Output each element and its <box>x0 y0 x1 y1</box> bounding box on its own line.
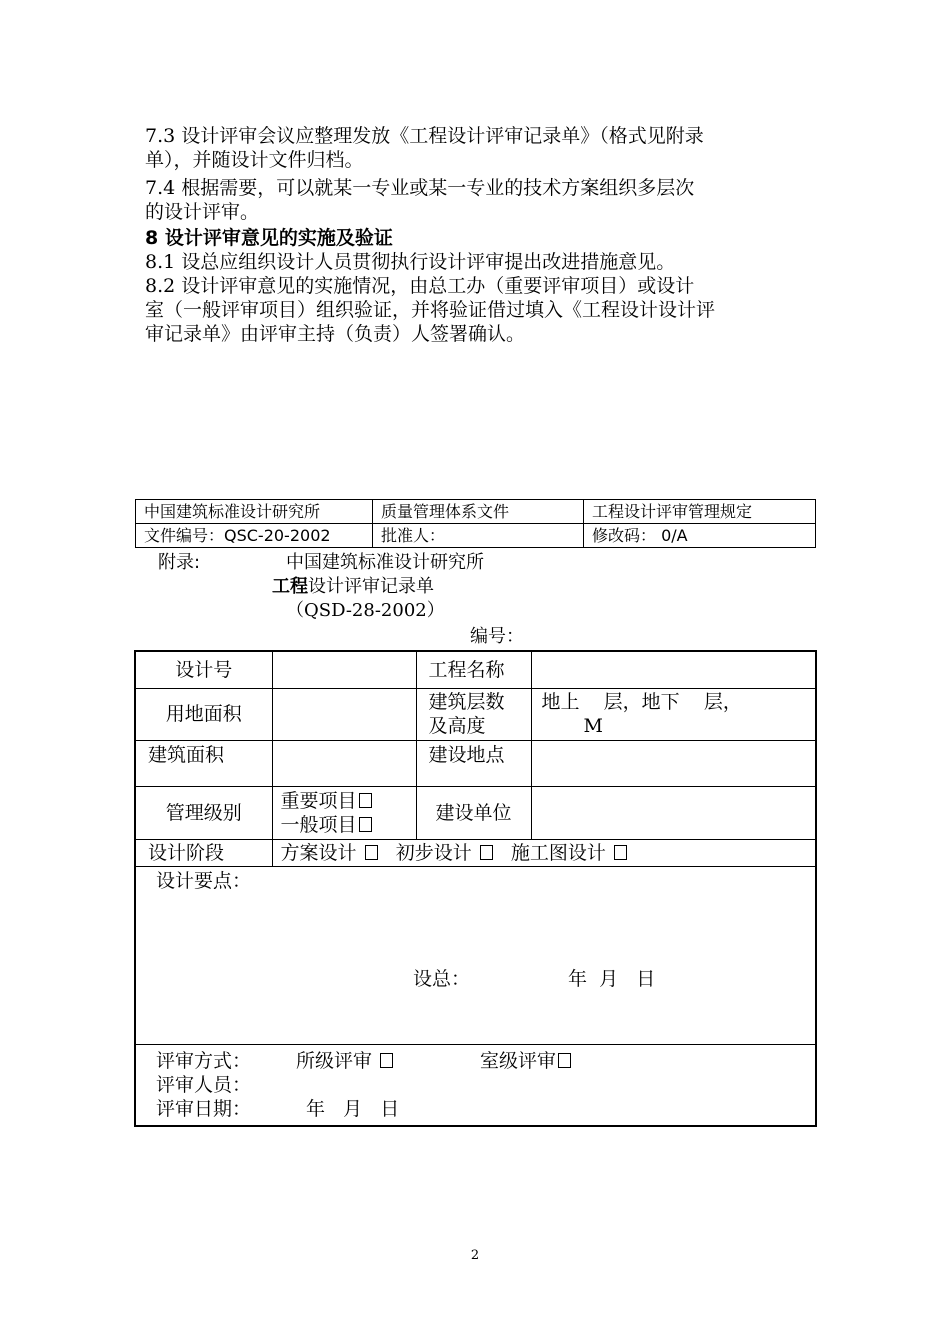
form-code: （QSD-28-2002） <box>286 600 445 621</box>
client-field[interactable] <box>531 786 816 839</box>
header-org: 中国建筑标准设计研究所 <box>136 500 373 524</box>
stage-scheme-checkbox[interactable] <box>365 845 378 860</box>
review-info-cell <box>135 1044 816 1126</box>
project-name-label: 工程名称 <box>416 651 531 688</box>
stage-prelim-checkbox[interactable] <box>480 845 493 860</box>
section-8-heading <box>145 226 815 250</box>
clause-8-2-line1: 8.2 设计评审意见的实施情况，由总工办（重要评审项目）或设计 <box>145 275 695 297</box>
stage-options <box>272 839 816 866</box>
floors-field[interactable] <box>531 688 816 740</box>
stage-scheme-text: 方案设计 <box>280 841 357 864</box>
form-title <box>272 576 434 598</box>
review-office-option[interactable] <box>480 1049 571 1073</box>
review-institute-checkbox[interactable] <box>380 1053 393 1068</box>
floors-value-line1: 地上 层，地下 层， <box>541 691 742 713</box>
floors-label-line2: 及高度 <box>428 715 486 737</box>
level-general-option[interactable] <box>281 813 416 837</box>
clause-7-4-line2: 的设计评审。 <box>145 201 260 223</box>
floors-label-line1: 建筑层数 <box>428 691 505 713</box>
header-doc-no: 文件编号：QSC-20-2002 <box>136 524 373 548</box>
building-area-field[interactable] <box>272 740 416 786</box>
client-label: 建设单位 <box>416 786 531 839</box>
header-system: 质量管理体系文件 <box>373 500 584 524</box>
header-title: 工程设计评审管理规定 <box>584 500 816 524</box>
section-8-title: 8 设计评审意见的实施及验证 <box>145 227 393 249</box>
clause-8-1-text: 8.1 设总应组织设计人员贯彻执行设计评审提出改进措施意见。 <box>145 251 676 273</box>
clause-7-4-line1: 7.4 根据需要，可以就某一专业或某一专业的技术方案组织多层次 <box>145 177 695 199</box>
key-points-label: 设计要点： <box>156 869 252 892</box>
clause-7-3 <box>145 124 815 172</box>
header-approver: 批准人： <box>373 524 584 548</box>
review-office-text: 室级评审 <box>480 1049 557 1072</box>
level-major-text: 重要项目 <box>280 789 357 812</box>
clause-8-2 <box>145 274 815 346</box>
level-major-option[interactable] <box>281 789 416 813</box>
review-institute-option[interactable] <box>296 1049 393 1073</box>
level-general-text: 一般项目 <box>280 813 357 836</box>
design-no-label: 设计号 <box>135 651 272 688</box>
clause-7-3-line2: 单），并随设计文件归档。 <box>145 149 364 171</box>
appendix-org: 中国建筑标准设计研究所 <box>286 552 484 573</box>
key-points-cell[interactable] <box>135 866 816 1044</box>
clause-8-2-line3: 审记录单》由评审主持（负责）人签署确认。 <box>145 323 526 345</box>
stage-label: 设计阶段 <box>135 839 272 866</box>
level-major-checkbox[interactable] <box>359 793 372 808</box>
site-label: 建设地点 <box>416 740 531 786</box>
chief-designer-label: 设总： <box>413 967 471 990</box>
mgmt-level-label: 管理级别 <box>135 786 272 839</box>
review-date-value: 年 月 日 <box>306 1097 400 1120</box>
site-field[interactable] <box>531 740 816 786</box>
appendix-label: 附录: <box>158 552 201 573</box>
form-title-rest: 设计评审记录单 <box>308 576 434 597</box>
clause-8-2-line2: 室（一般评审项目）组织验证，并将验证借过填入《工程设计设计评 <box>145 299 716 321</box>
serial-number-label: 编号： <box>470 626 524 647</box>
design-no-field[interactable] <box>272 651 416 688</box>
clause-7-3-line1: 7.3 设计评审会议应整理发放《工程设计评审记录单》（格式见附录 <box>145 125 704 147</box>
project-name-field[interactable] <box>531 651 816 688</box>
level-general-checkbox[interactable] <box>359 817 372 832</box>
document-header-table <box>135 499 816 548</box>
land-area-field[interactable] <box>272 688 416 740</box>
page-number: 2 <box>470 1248 480 1263</box>
floors-value-line2: M <box>583 715 603 737</box>
review-method-label: 评审方式： <box>156 1049 252 1072</box>
form-title-bold: 工程 <box>272 576 308 597</box>
building-area-label: 建筑面积 <box>135 740 272 786</box>
review-date-label: 评审日期： <box>156 1097 252 1120</box>
header-revision: 修改码： 0/A <box>584 524 816 548</box>
stage-construction-text: 施工图设计 <box>510 841 606 864</box>
stage-construction-checkbox[interactable] <box>614 845 627 860</box>
review-institute-text: 所级评审 <box>296 1049 373 1072</box>
clause-8-1 <box>145 250 815 274</box>
clause-7-4 <box>145 176 815 224</box>
floors-label <box>416 688 531 740</box>
review-record-form <box>134 650 817 1127</box>
land-area-label: 用地面积 <box>135 688 272 740</box>
review-office-checkbox[interactable] <box>558 1053 571 1068</box>
mgmt-level-options <box>272 786 416 839</box>
reviewers-label: 评审人员： <box>156 1073 252 1096</box>
key-points-date: 年 月 日 <box>568 967 656 990</box>
stage-prelim-text: 初步设计 <box>395 841 472 864</box>
